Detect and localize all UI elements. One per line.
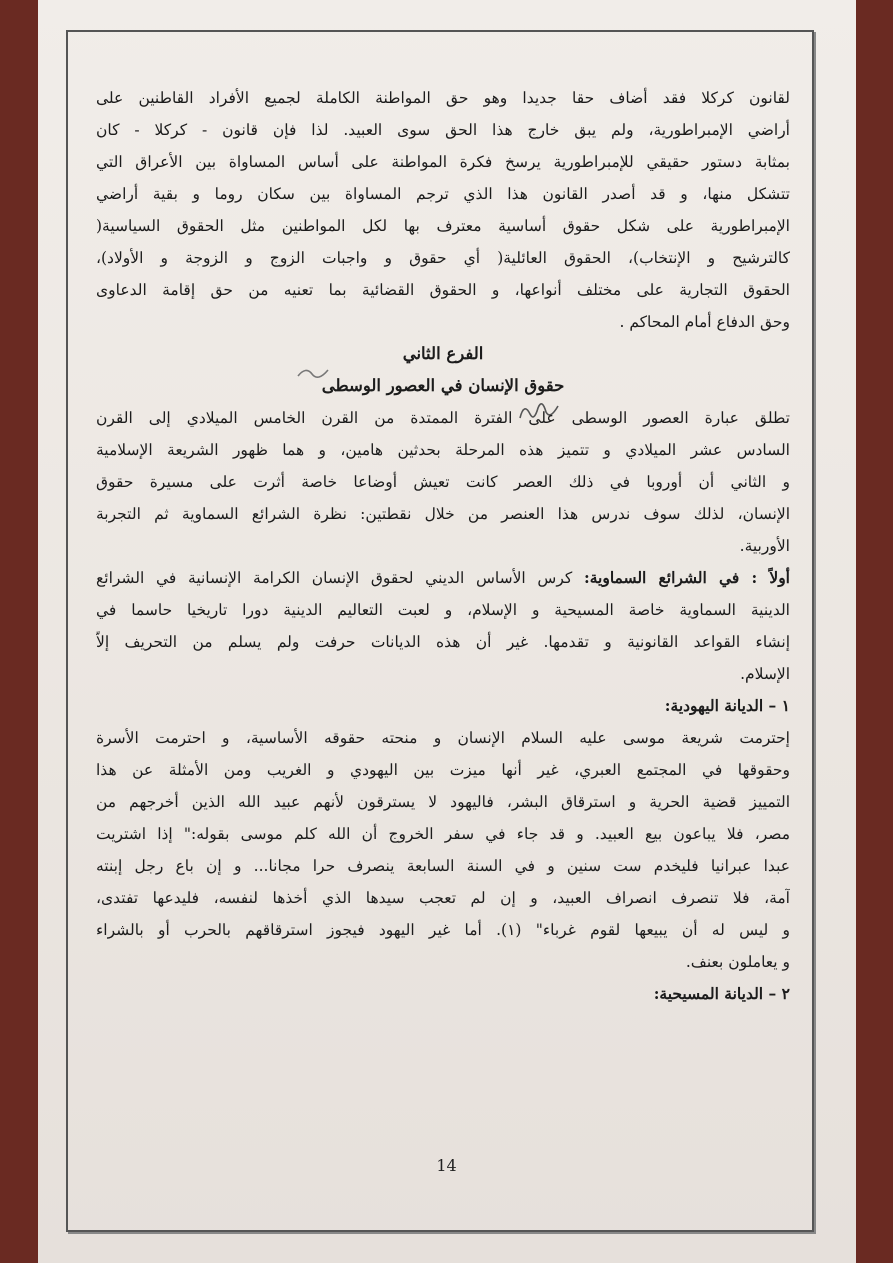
- text-line: و الثاني أن أوروبا في ذلك العصر كانت تعيش أوضاعا خاصة أثرت على مسيرة حقوق: [96, 473, 790, 491]
- text-line: عبدا عبرانيا فليخدم ست سنين و في السنة السابعة ينصرف حرا مجانا... و إن باع رجل إبنته: [96, 857, 790, 875]
- text-line: و ليس له أن يبيعها لقوم غرباء" (١). أما غير اليهود فيجوز استرقاقهم بالحرب أو بالشراء: [96, 921, 790, 939]
- paragraph-carcalla: [96, 82, 790, 338]
- text-line: تطلق عبارة العصور الوسطى على الفترة الممتدة من القرن الخامس الميلادي إلى القرن: [96, 409, 790, 427]
- text-line: الإنسان، لذلك سوف ندرس هذا العنصر من خلال نقطتين: نظرة الشرائع السماوية ثم التجربة: [96, 505, 790, 523]
- text-line: أراضي الإمبراطورية، ولم يبق خارج هذا الحق سوى العبيد. لذا فإن قانون - كركلا - كان: [96, 121, 790, 139]
- text-line: الدينية السماوية خاصة المسيحية و الإسلام، و لعبت التعاليم الدينية دورا تاريخيا حاسما في: [96, 601, 790, 619]
- paragraph-divine-laws: [96, 562, 790, 690]
- text-line: وحقوقها في المجتمع العبري، غير أنها ميزت بين اليهودي و الغريب ومن الأمثلة عن هذا: [96, 761, 790, 779]
- text-line: تتشكل منها، و قد أصدر القانون هذا الذي ترجم المساواة بين سكان روما و بقية أراضي: [96, 185, 790, 203]
- text-line: إحترمت شريعة موسى عليه السلام الإنسان و منحته حقوقه الأساسية، و احترمت الأسرة: [96, 729, 790, 747]
- section-subtitle: حقوق الإنسان في العصور الوسطى: [321, 376, 565, 395]
- text-line: لقانون كركلا فقد أضاف حقا جديدا وهو حق المواطنة الكاملة لجميع الأفراد القاطنين على: [96, 89, 790, 107]
- text-line: [96, 562, 790, 594]
- text-line: التمييز قضية الحرية و استرقاق البشر، فاليهود لا يسترقون لأنهم عبيد الله الذين أخرجهم من: [96, 793, 790, 811]
- text-line: الإسلام.: [740, 665, 790, 683]
- document-body: [96, 82, 790, 1010]
- text-line: وحق الدفاع أمام المحاكم .: [619, 313, 790, 331]
- text-line: الإمبراطورية على شكل حقوق أساسية معترف بها لكل المواطنين مثل الحقوق السياسية(: [96, 217, 790, 235]
- text-line: الحقوق التجارية على مختلف أنواعها، و الحقوق القضائية بما تعنيه من حق إقامة الدعاوى: [96, 281, 790, 299]
- text-line: كالترشيح و الإنتخاب)، الحقوق العائلية( أي حقوق و واجبات الزوج و الزوجة و الأولاد)،: [96, 249, 790, 267]
- paragraph-middle-ages: [96, 402, 790, 562]
- heading-divine-laws: أولاً : في الشرائع السماوية:: [583, 568, 790, 587]
- text-line: إنشاء القواعد القانونية و تقدمها. غير أن هذه الديانات حرفت ولم يسلم من التحريف إلاّ: [96, 633, 790, 651]
- text-line: مصر، فلا يباعون بيع العبيد. و قد جاء في سفر الخروج أن الله كلم موسى بقوله:" إذا اشتريت: [96, 825, 790, 843]
- page-number: 14: [436, 1156, 457, 1175]
- heading-judaism: ١ – الديانة اليهودية:: [664, 696, 790, 715]
- text-line: و يعاملون بعنف.: [685, 953, 790, 971]
- section-title: الفرع الثاني: [402, 344, 484, 363]
- heading-christianity: ٢ – الديانة المسيحية:: [653, 984, 790, 1003]
- text-line: الأوربية.: [739, 537, 790, 555]
- paragraph-judaism: [96, 722, 790, 978]
- text-line: بمثابة دستور حقيقي للإمبراطورية يرسخ فكرة المواطنة على أساس المساواة بين الأعراق التي: [96, 153, 790, 171]
- text-line: آمة، فلا تنصرف انصراف العبيد، و إن لم تعجب سيدها الذي أخذها لنفسه، فليدعها تفتدى،: [96, 889, 790, 907]
- text-segment: كرس الأساس الديني لحقوق الإنسان الكرامة الإنسانية في الشرائع: [96, 569, 584, 587]
- text-line: السادس عشر الميلادي و تتميز هذه المرحلة بحدثين هامين، و هما ظهور الشريعة الإسلامية: [96, 441, 790, 459]
